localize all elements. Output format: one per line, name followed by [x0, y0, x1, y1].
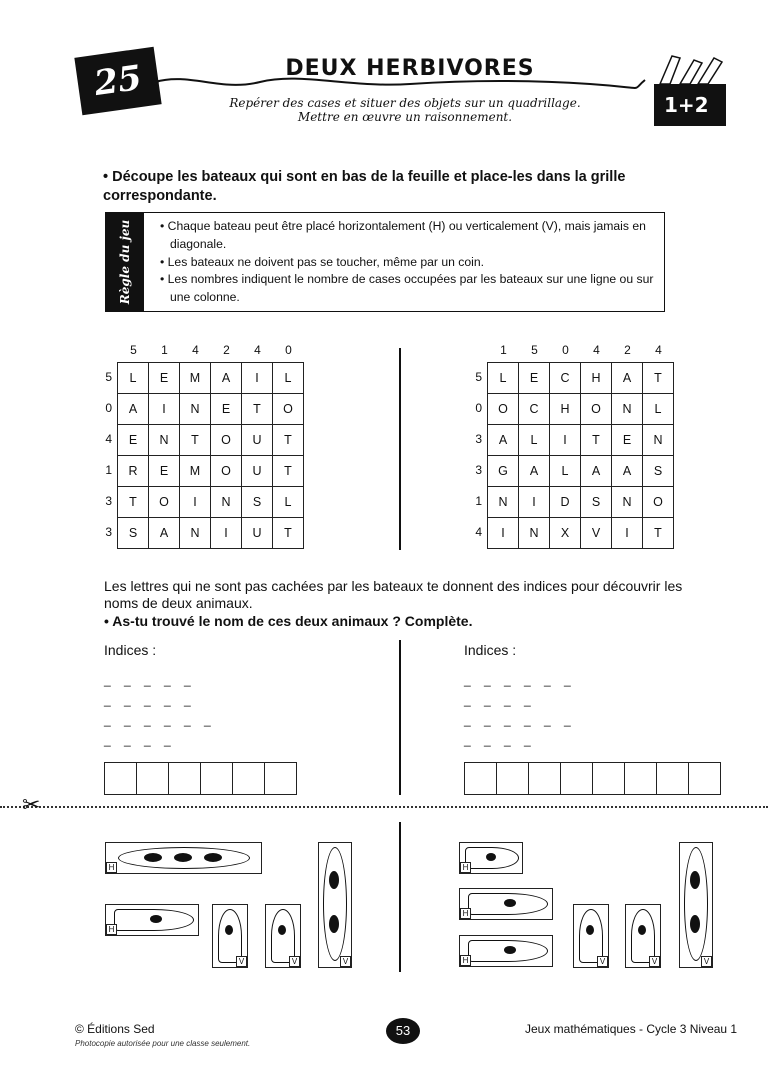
grid-cell[interactable]: H: [550, 394, 581, 425]
grid-cell[interactable]: I: [180, 487, 211, 518]
grid-cell[interactable]: I: [211, 518, 242, 549]
boat-tag: H: [106, 862, 117, 873]
grid-cell[interactable]: A: [581, 456, 612, 487]
boat-vertical-4[interactable]: [679, 842, 713, 968]
boat-horizontal-3[interactable]: [459, 888, 553, 920]
column-count: 4: [192, 343, 199, 357]
pencil-pot-icon: [650, 54, 730, 126]
column-count: 4: [593, 343, 600, 357]
boat-hull: [271, 909, 295, 963]
grid-cell[interactable]: U: [242, 456, 273, 487]
boat-tag: V: [649, 956, 660, 967]
row-count: 3: [475, 432, 482, 446]
answer-letter-box[interactable]: [593, 762, 625, 795]
dash-line[interactable]: _ _ _ _: [464, 733, 536, 747]
boat-horizontal-2[interactable]: [459, 842, 523, 874]
dash-line[interactable]: _ _ _ _ _ _: [104, 713, 216, 727]
porthole: [329, 871, 339, 889]
boat-tag: H: [460, 908, 471, 919]
answer-letter-box[interactable]: [265, 762, 297, 795]
grid-cell[interactable]: O: [149, 487, 180, 518]
grid-cell[interactable]: M: [180, 363, 211, 394]
grid-cell[interactable]: D: [550, 487, 581, 518]
grid-cell[interactable]: S: [242, 487, 273, 518]
rules-box: [105, 212, 665, 312]
grid-cell[interactable]: E: [612, 425, 643, 456]
grid-cell[interactable]: N: [211, 487, 242, 518]
answer-letter-box[interactable]: [689, 762, 721, 795]
column-count: 4: [254, 343, 261, 357]
grid-cell[interactable]: L: [118, 363, 149, 394]
grid-cell[interactable]: I: [519, 487, 550, 518]
boat-hull: [323, 847, 347, 961]
porthole: [225, 925, 233, 935]
row-count: 0: [105, 401, 112, 415]
dash-line[interactable]: _ _ _ _ _: [104, 693, 196, 707]
row-count: 3: [105, 494, 112, 508]
grid-cell[interactable]: T: [581, 425, 612, 456]
porthole: [504, 946, 516, 954]
grid-cell[interactable]: N: [519, 518, 550, 549]
grid-cell[interactable]: O: [643, 487, 674, 518]
divider-vertical: [399, 822, 401, 972]
rules-list: [158, 218, 656, 307]
footer-publisher: © Éditions Sed: [75, 1022, 155, 1036]
row-count: 4: [475, 525, 482, 539]
column-count: 5: [531, 343, 538, 357]
grid-cell[interactable]: E: [149, 456, 180, 487]
indices-label-left: Indices :: [104, 642, 157, 658]
grid-cell[interactable]: I: [149, 394, 180, 425]
boat-vertical-2[interactable]: [625, 904, 661, 968]
row-count: 0: [475, 401, 482, 415]
grid-cell[interactable]: T: [273, 456, 304, 487]
boat-tag: V: [289, 956, 300, 967]
grid-cell[interactable]: L: [550, 456, 581, 487]
rule-item: • Les bateaux ne doivent pas se toucher, même par un coin.: [158, 254, 656, 272]
grid-cell[interactable]: A: [612, 363, 643, 394]
answer-letter-box[interactable]: [233, 762, 265, 795]
porthole: [329, 915, 339, 933]
grid-cell[interactable]: L: [273, 487, 304, 518]
grid-cell[interactable]: A: [519, 456, 550, 487]
grid-cell[interactable]: U: [242, 518, 273, 549]
row-count: 3: [475, 463, 482, 477]
divider-vertical: [399, 640, 401, 795]
grid-cell[interactable]: M: [180, 456, 211, 487]
divider-vertical: [399, 348, 401, 550]
boat-vertical-4[interactable]: [318, 842, 352, 968]
grid-cell[interactable]: N: [612, 487, 643, 518]
column-count: 2: [624, 343, 631, 357]
grid-cell[interactable]: E: [149, 363, 180, 394]
grid-cell[interactable]: A: [211, 363, 242, 394]
boat-horizontal-3[interactable]: [459, 935, 553, 967]
grid-cell[interactable]: S: [643, 456, 674, 487]
answer-boxes-right: [464, 762, 721, 795]
grid-cell[interactable]: T: [643, 518, 674, 549]
clue-text: Les lettres qui ne sont pas cachées par les bateaux te donnent des indices pour découvrir les noms de deux animaux.: [104, 578, 683, 611]
grid-cell[interactable]: S: [581, 487, 612, 518]
indices-label-right: Indices :: [464, 642, 517, 658]
boat-hull: [579, 909, 603, 963]
porthole: [586, 925, 594, 935]
grid-cell[interactable]: O: [581, 394, 612, 425]
dash-line[interactable]: _ _ _ _ _ _: [464, 713, 576, 727]
grid1-row-counts: [100, 362, 112, 548]
grid-cell[interactable]: N: [149, 425, 180, 456]
grid-cell[interactable]: E: [211, 394, 242, 425]
boat-hull: [684, 847, 708, 961]
grid-cell[interactable]: O: [488, 394, 519, 425]
column-count: 1: [500, 343, 507, 357]
page-title: DEUX HERBIVORES: [285, 56, 535, 81]
boat-tag: V: [597, 956, 608, 967]
porthole: [150, 915, 162, 923]
grid-cell[interactable]: T: [118, 487, 149, 518]
row-count: 1: [105, 463, 112, 477]
boat-tag: H: [460, 955, 471, 966]
row-count: 5: [475, 370, 482, 384]
row-count: 3: [105, 525, 112, 539]
footer-note: Photocopie autorisée pour une classe seulement.: [75, 1039, 251, 1048]
grid-cell[interactable]: E: [519, 363, 550, 394]
grid-cell[interactable]: U: [242, 425, 273, 456]
porthole: [204, 853, 222, 862]
clue-dashes-right: [464, 670, 576, 750]
grid-cell[interactable]: L: [488, 363, 519, 394]
boat-tag: V: [701, 956, 712, 967]
porthole: [278, 925, 286, 935]
answer-letter-box[interactable]: [105, 762, 137, 795]
porthole: [174, 853, 192, 862]
grid-cell[interactable]: E: [118, 425, 149, 456]
answer-letter-box[interactable]: [465, 762, 497, 795]
question-text: • As-tu trouvé le nom de ces deux animaux ? Complète.: [104, 613, 473, 629]
rules-tab-label: Règle du jeu: [118, 219, 132, 305]
grid-cell[interactable]: T: [273, 518, 304, 549]
boat-hull: [631, 909, 655, 963]
grid-cell[interactable]: I: [550, 425, 581, 456]
column-count: 0: [562, 343, 569, 357]
grid-cell[interactable]: G: [488, 456, 519, 487]
grid-cell[interactable]: I: [242, 363, 273, 394]
answer-letter-box[interactable]: [169, 762, 201, 795]
grid-cell[interactable]: T: [643, 363, 674, 394]
exercise-number: 25: [91, 57, 145, 105]
cut-line: [0, 806, 768, 808]
answer-letter-box[interactable]: [529, 762, 561, 795]
porthole: [690, 915, 700, 933]
row-count: 1: [475, 494, 482, 508]
boat-horizontal-3[interactable]: [105, 904, 199, 936]
clue-dashes-left: [104, 670, 216, 750]
answer-letter-box[interactable]: [657, 762, 689, 795]
column-count: 1: [161, 343, 168, 357]
grid-cell[interactable]: L: [273, 363, 304, 394]
grid1-column-counts: [118, 343, 304, 357]
grid-cell[interactable]: O: [211, 425, 242, 456]
grid-cell[interactable]: N: [180, 518, 211, 549]
column-count: 0: [285, 343, 292, 357]
column-count: 5: [130, 343, 137, 357]
grid-cell[interactable]: A: [488, 425, 519, 456]
dash-line[interactable]: _ _ _ _ _: [104, 673, 196, 687]
grid-cell[interactable]: I: [488, 518, 519, 549]
grid-cell[interactable]: A: [149, 518, 180, 549]
dash-line[interactable]: _ _ _ _: [104, 733, 176, 747]
boat-tag: H: [460, 862, 471, 873]
grid-cell[interactable]: N: [643, 425, 674, 456]
boat-vertical-2[interactable]: [573, 904, 609, 968]
grid-cell[interactable]: S: [118, 518, 149, 549]
answer-boxes-left: [104, 762, 297, 795]
grid-left: [117, 362, 304, 549]
boat-horizontal-5[interactable]: [105, 842, 262, 874]
subtitle-line-1: Repérer des cases et situer des objets sur un quadrillage.: [229, 96, 581, 110]
subtitle-line-2: Mettre en œuvre un raisonnement.: [297, 110, 513, 124]
grid-cell[interactable]: N: [612, 394, 643, 425]
grid-cell[interactable]: X: [550, 518, 581, 549]
porthole: [504, 899, 516, 907]
grid-cell[interactable]: L: [519, 425, 550, 456]
grid-cell[interactable]: T: [180, 425, 211, 456]
grid-right: [487, 362, 674, 549]
dash-line[interactable]: _ _ _ _ _ _: [464, 673, 576, 687]
grid-cell[interactable]: C: [550, 363, 581, 394]
exercise-number-badge: [74, 47, 161, 116]
grid-cell[interactable]: T: [273, 425, 304, 456]
grid-cell[interactable]: I: [612, 518, 643, 549]
boat-vertical-2[interactable]: [212, 904, 248, 968]
rules-tab: [106, 213, 144, 311]
answer-letter-box[interactable]: [201, 762, 233, 795]
grid2-row-counts: [470, 362, 482, 548]
grid2-column-counts: [488, 343, 674, 357]
grid-cell[interactable]: N: [180, 394, 211, 425]
answer-letter-box[interactable]: [625, 762, 657, 795]
column-count: 2: [223, 343, 230, 357]
rule-item: • Chaque bateau peut être placé horizontalement (H) ou verticalement (V), mais jamais en diagonale.: [158, 218, 656, 254]
boat-tag: H: [106, 924, 117, 935]
grid-cell[interactable]: N: [488, 487, 519, 518]
grid-cell[interactable]: C: [519, 394, 550, 425]
footer-series: Jeux mathématiques - Cycle 3 Niveau 1: [525, 1022, 738, 1036]
boat-vertical-2[interactable]: [265, 904, 301, 968]
answer-letter-box[interactable]: [137, 762, 169, 795]
grid-cell[interactable]: H: [581, 363, 612, 394]
answer-letter-box[interactable]: [561, 762, 593, 795]
boat-hull: [218, 909, 242, 963]
porthole: [638, 925, 646, 935]
column-count: 4: [655, 343, 662, 357]
porthole: [486, 853, 496, 861]
page-subtitle: [170, 96, 640, 124]
grid-cell[interactable]: O: [273, 394, 304, 425]
grid-cell[interactable]: A: [612, 456, 643, 487]
porthole: [144, 853, 162, 862]
boat-tag: V: [236, 956, 247, 967]
answer-letter-box[interactable]: [497, 762, 529, 795]
row-count: 4: [105, 432, 112, 446]
grid-cell[interactable]: O: [211, 456, 242, 487]
rule-item: • Les nombres indiquent le nombre de cases occupées par les bateaux sur une ligne ou sur une colonne.: [158, 271, 656, 307]
instruction-text: • Découpe les bateaux qui sont en bas de la feuille et place-les dans la grille correspondante.: [103, 169, 626, 204]
svg-text:1+2: 1+2: [664, 93, 709, 117]
grid-cell[interactable]: R: [118, 456, 149, 487]
grid-cell[interactable]: V: [581, 518, 612, 549]
grid-cell[interactable]: L: [643, 394, 674, 425]
dash-line[interactable]: _ _ _ _: [464, 693, 536, 707]
row-count: 5: [105, 370, 112, 384]
grid-cell[interactable]: T: [242, 394, 273, 425]
scissors-icon: ✂: [22, 792, 41, 817]
page-number: 53: [386, 1018, 420, 1044]
porthole: [690, 871, 700, 889]
boat-tag: V: [340, 956, 351, 967]
grid-cell[interactable]: A: [118, 394, 149, 425]
